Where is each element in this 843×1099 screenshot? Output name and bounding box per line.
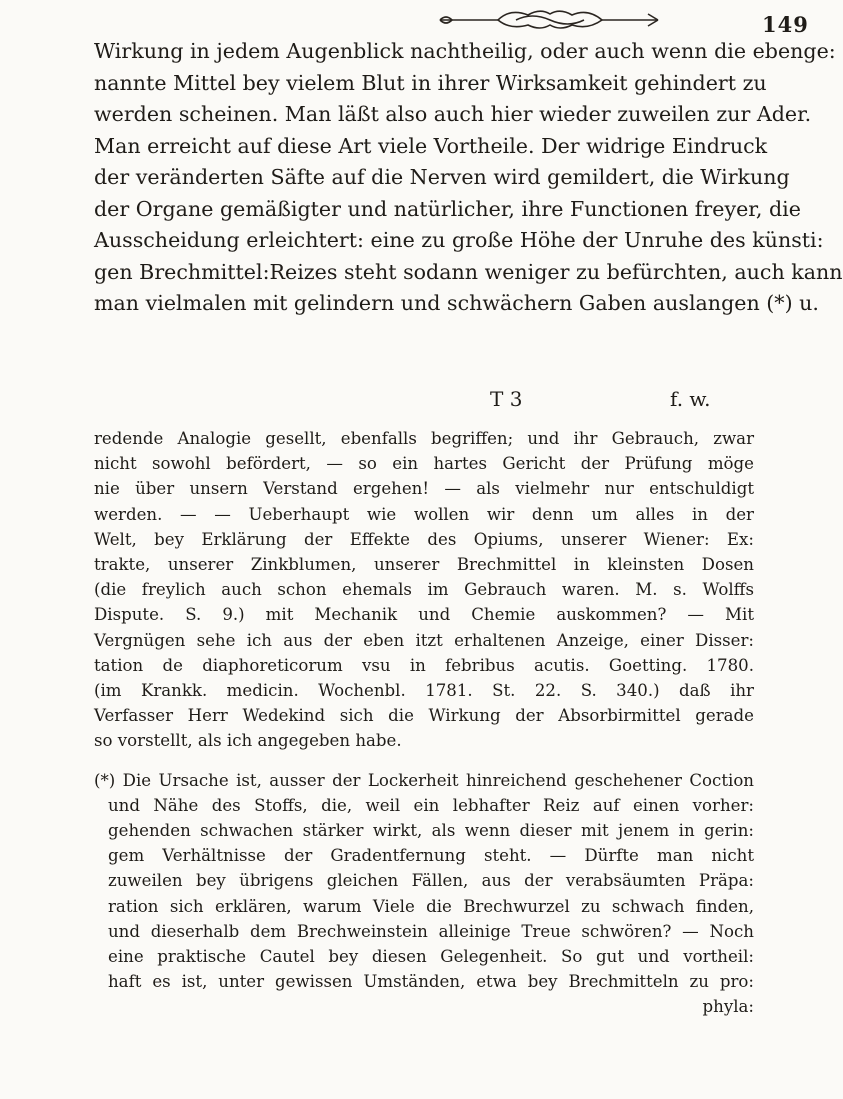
text-line: nannte Mittel bey vielem Blut in ihrer Wirksamkeit gehindert zu [94, 70, 767, 95]
footnote-line: und dieserhalb dem Brechweinstein alleinige Treue schwören? — Noch [108, 921, 754, 941]
text-line: man vielmalen mit gelindern und schwächern Gaben auslangen (*) u. [94, 291, 819, 315]
signature-line [94, 387, 750, 417]
text-line: Ausscheidung erleichtert: eine zu große Höhe der Unruhe des künsti: [94, 228, 824, 252]
footnote-line: Dispute. S. 9.) mit Mechanik und Chemie auskommen? — Mit [94, 605, 754, 625]
text-line: gen Brechmittel:Reizes steht sodann weniger zu befürchten, auch kann [94, 259, 843, 284]
footnote-line: eine praktische Cautel bey diesen Gelegenheit. So gut und vortheil: [108, 947, 754, 967]
footnote-line: Welt, bey Erklärung der Effekte des Opiums, unserer Wiener: Ex: [94, 529, 754, 549]
footnote-line: (im Krankk. medicin. Wochenbl. 1781. St. 22. S. 340.) daß ihr [94, 681, 754, 701]
text-line: der Organe gemäßigter und natürlicher, ihre Functionen freyer, die [94, 196, 801, 221]
footnote-line: gem Verhältnisse der Gradentfernung steht. — Dürfte man nicht [108, 846, 754, 866]
footnote-line: (die freylich auch schon ehemals im Gebrauch waren. M. s. Wolffs [94, 580, 754, 600]
footnote-line: haft es ist, unter gewissen Umständen, etwa bey Brechmitteln zu pro: [108, 972, 754, 992]
footnote-line: zuweilen bey übrigens gleichen Fällen, aus der verabsäumten Präpa: [108, 871, 754, 891]
footnote-line: nicht sowohl befördert, — so ein hartes Gericht der Prüfung möge [94, 454, 754, 474]
footnote-line: tation de diaphoreticorum vsu in febribus acutis. Goetting. 1780. [94, 655, 754, 675]
footnote-line: gehenden schwachen stärker wirkt, als wenn dieser mit jenem in gerin: [108, 821, 754, 841]
footnote-line: und Nähe des Stoffs, die, weil ein lebhafter Reiz auf einen vorher: [108, 795, 754, 815]
text-line: Man erreicht auf diese Art viele Vortheile. Der widrige Eindruck [94, 133, 768, 158]
page-number: 149 [762, 12, 809, 37]
signature-mark: T 3 [490, 387, 523, 411]
footnote-gap [94, 754, 754, 768]
footnote-line: phyla: [702, 997, 754, 1017]
catchword: f. w. [670, 387, 711, 411]
footnote-line: Verfasser Herr Wedekind sich die Wirkung der Absorbirmittel gerade [94, 706, 754, 726]
footnotes [94, 426, 754, 1020]
footnote-line: nie über unsern Verstand ergehen! — als vielmehr nur entschuldigt [94, 479, 754, 499]
footnote-line: so vorstellt, als ich angegeben habe. [94, 731, 402, 751]
footnote-line: redende Analogie gesellt, ebenfalls begriffen; und ihr Gebrauch, zwar [94, 429, 754, 448]
footnote-line: trakte, unserer Zinkblumen, unserer Brechmittel in kleinsten Dosen [94, 555, 754, 575]
main-text [94, 36, 843, 320]
footnote-line: (*) Die Ursache ist, ausser der Lockerheit hinreichend geschehener Coction [94, 770, 754, 790]
ornament-icon [436, 6, 664, 32]
text-line: werden scheinen. Man läßt also auch hier wieder zuweilen zur Ader. [94, 102, 812, 126]
text-line: Wirkung in jedem Augenblick nachtheilig, oder auch wenn die ebenge: [94, 39, 836, 63]
footnote-line: werden. — — Ueberhaupt wie wollen wir denn um alles in der [94, 504, 754, 524]
footnote-line: Vergnügen sehe ich aus der eben itzt erhaltenen Anzeige, einer Disser: [94, 630, 754, 650]
text-line: der veränderten Säfte auf die Nerven wird gemildert, die Wirkung [94, 165, 790, 189]
footnote-line: ration sich erklären, warum Viele die Brechwurzel zu schwach finden, [108, 896, 754, 916]
